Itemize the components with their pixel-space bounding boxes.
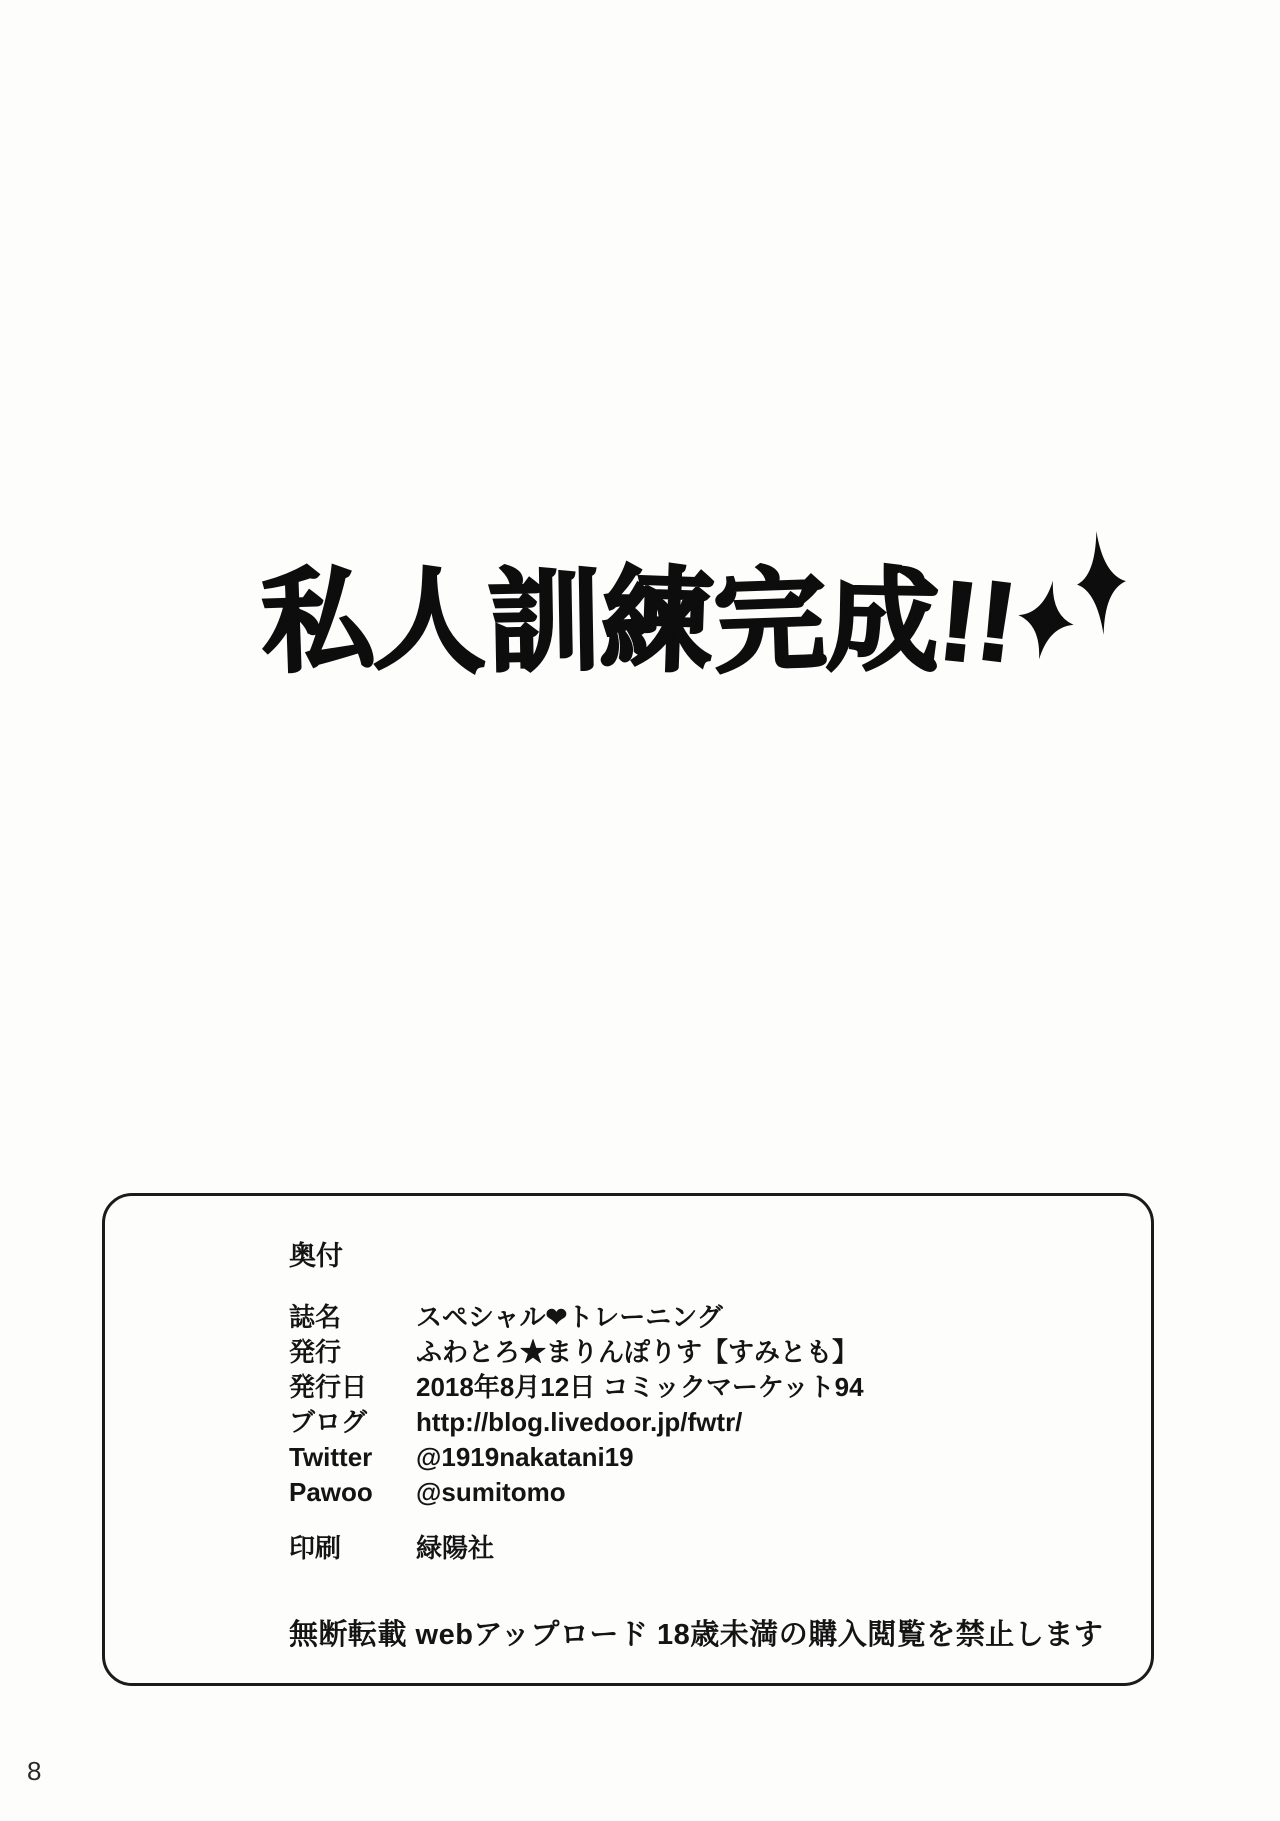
colophon-row-publisher [289, 1335, 1121, 1370]
sparkles-icon [1010, 516, 1160, 674]
colophon-row-pawoo [289, 1475, 1121, 1510]
row-value: スペシャル❤トレーニング [416, 1302, 723, 1332]
row-label: 発行 [289, 1337, 342, 1367]
row-label: ブログ [289, 1407, 368, 1437]
colophon-row-printer [289, 1531, 1121, 1566]
colophon-row-twitter [289, 1440, 1121, 1475]
colophon-box [102, 1193, 1154, 1686]
row-label: Pawoo [289, 1477, 373, 1507]
row-value: ふわとろ★まりんぽりす【すみとも】 [416, 1337, 859, 1367]
row-value: 緑陽社 [416, 1533, 495, 1563]
row-value: @1919nakatani19 [416, 1442, 634, 1472]
row-label: Twitter [289, 1442, 373, 1472]
row-value: 2018年8月12日 コミックマーケット94 [416, 1372, 864, 1402]
reproduction-notice: 無断転載 webアップロード 18歳未満の購入閲覧を禁止します [289, 1619, 1104, 1651]
row-value: http://blog.livedoor.jp/fwtr/ [416, 1407, 743, 1437]
colophon-row-title [289, 1300, 1121, 1335]
colophon-row-date [289, 1370, 1121, 1405]
row-label: 発行日 [289, 1372, 368, 1402]
colophon-header: 奥付 [289, 1241, 343, 1271]
row-label: 印刷 [289, 1533, 342, 1563]
row-label: 誌名 [289, 1302, 342, 1332]
page-number: 8 [27, 1756, 42, 1786]
colophon-row-blog [289, 1405, 1121, 1440]
page-title: 私人訓練完成!! [259, 557, 1025, 686]
row-value: @sumitomo [416, 1477, 566, 1507]
